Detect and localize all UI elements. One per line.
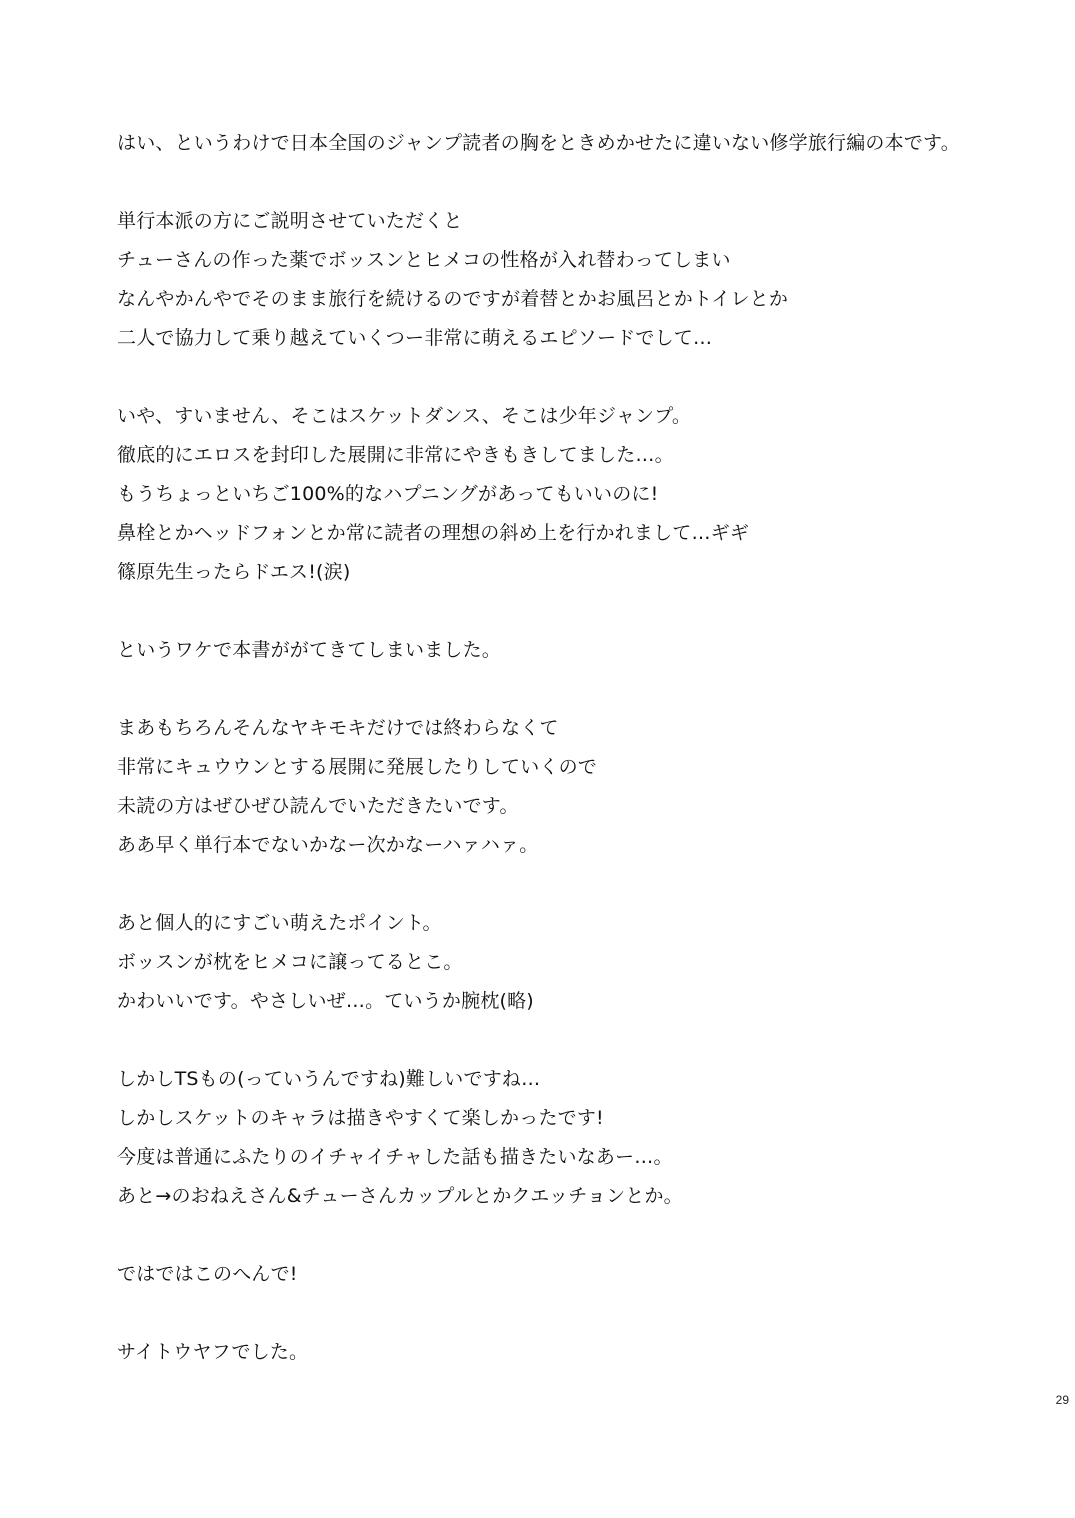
- paragraph-gap: [117, 1222, 1017, 1248]
- paragraph-gap: [117, 676, 1017, 702]
- text-line: 未読の方はぜひぜひ読んでいただきたいです。: [117, 795, 519, 817]
- text-line: 徹底的にエロスを封印した展開に非常にやきもきしてました…。: [117, 444, 674, 466]
- text-line: チューさんの作った薬でボッスンとヒメコの性格が入れ替わってしまい: [117, 249, 731, 271]
- afterword-text: [117, 130, 1017, 1378]
- text-line: ああ早く単行本でないかなー次かなーハァハァ。: [117, 834, 539, 856]
- paragraph-gap: [117, 1027, 1017, 1053]
- text-line: というワケで本書ががてきてしまいました。: [117, 639, 502, 661]
- text-line: ではではこのへんで!: [117, 1263, 298, 1285]
- page-number: 29: [1055, 1393, 1069, 1407]
- text-line: 今度は普通にふたりのイチャイチャした話も描きたいなあー…。: [117, 1146, 673, 1168]
- text-line: いや、すいません、そこはスケットダンス、そこは少年ジャンプ。: [117, 405, 692, 427]
- text-line: ボッスンが枕をヒメコに譲ってるとこ。: [117, 951, 463, 973]
- text-line: 非常にキュウウンとする展開に発展したりしていくので: [117, 756, 598, 778]
- text-line: なんやかんやでそのまま旅行を続けるのですが着替とかお風呂とかトイレとか: [117, 288, 789, 310]
- paragraph-gap: [117, 364, 1017, 390]
- text-line: かわいいです。やさしいぜ…。ていうか腕枕(略): [117, 990, 534, 1012]
- signature-line: サイトウヤフでした。: [117, 1341, 309, 1363]
- paragraph-gap: [117, 871, 1017, 897]
- paragraph-gap: [117, 598, 1017, 624]
- text-line: しかしスケットのキャラは描きやすくて楽しかったです!: [117, 1107, 604, 1129]
- text-line: あと→のおねえさん&チューさんカップルとかクエッチョンとか。: [117, 1185, 683, 1207]
- text-line: まあもちろんそんなヤキモキだけでは終わらなくて: [117, 717, 559, 739]
- text-line: あと個人的にすごい萌えたポイント。: [117, 912, 442, 934]
- text-line: 篠原先生ったらドエス!(涙): [117, 561, 351, 583]
- text-line: しかしTSもの(っていうんですね)難しいですね…: [117, 1068, 541, 1090]
- paragraph-gap: [117, 1300, 1017, 1326]
- text-line: 二人で協力して乗り越えていくつー非常に萌えるエピソードでして…: [117, 327, 713, 349]
- paragraph-gap: [117, 169, 1017, 195]
- text-line: もうちょっといちご100%的なハプニングがあってもいいのに!: [117, 483, 659, 505]
- text-line: 鼻栓とかヘッドフォンとか常に読者の理想の斜め上を行かれまして…ギギ: [117, 522, 750, 544]
- text-line: 単行本派の方にご説明させていただくと: [117, 210, 463, 232]
- text-line: はい、というわけで日本全国のジャンプ読者の胸をときめかせたに違いない修学旅行編の本です。: [117, 132, 960, 154]
